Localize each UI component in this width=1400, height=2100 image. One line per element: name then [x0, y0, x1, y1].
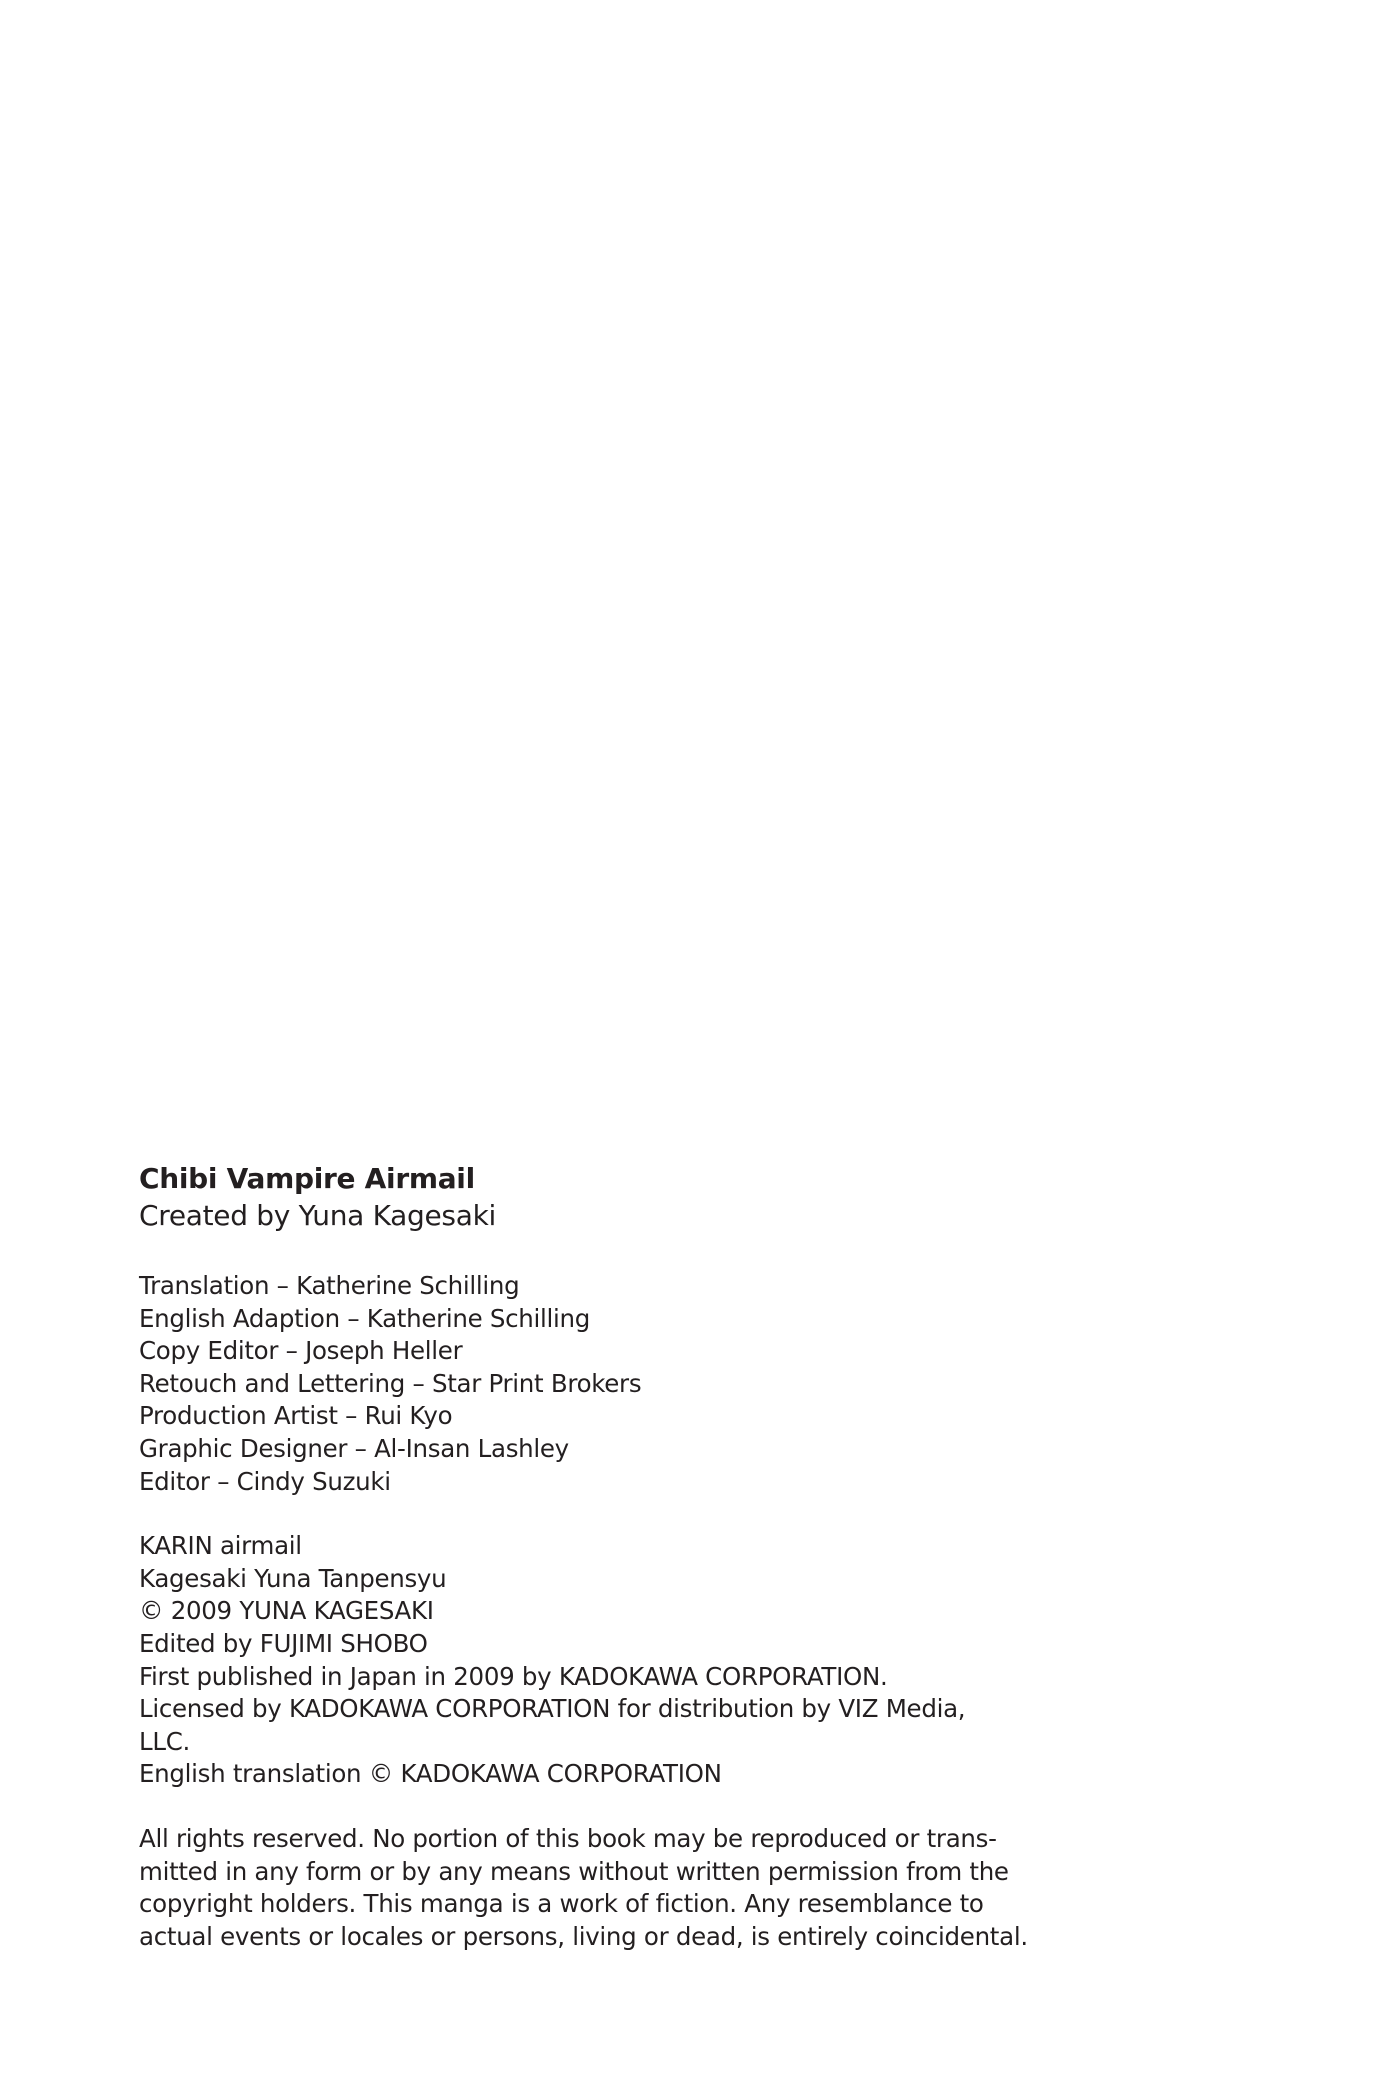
- publication-line: LLC.: [139, 1726, 190, 1756]
- credit-line: Copy Editor – Joseph Heller: [139, 1336, 463, 1366]
- title-block: [139, 1160, 1139, 1234]
- book-title: Chibi Vampire Airmail: [139, 1162, 475, 1195]
- publication-line: © 2009 YUNA KAGESAKI: [139, 1596, 434, 1626]
- colophon: [139, 1160, 1139, 1985]
- credit-line: English Adaption – Katherine Schilling: [139, 1303, 591, 1333]
- publication-line: English translation © KADOKAWA CORPORATION: [139, 1759, 722, 1789]
- rights-line: actual events or locales or persons, living or dead, is entirely coincidental.: [139, 1921, 1028, 1951]
- credit-line: Editor – Cindy Suzuki: [139, 1466, 391, 1496]
- rights-line: All rights reserved. No portion of this book may be reproduced or trans-: [139, 1823, 997, 1853]
- publication-line: KARIN airmail: [139, 1531, 302, 1561]
- credit-line: Graphic Designer – Al-Insan Lashley: [139, 1433, 569, 1463]
- publication-line: Licensed by KADOKAWA CORPORATION for distribution by VIZ Media,: [139, 1694, 966, 1724]
- rights-line: copyright holders. This manga is a work of fiction. Any resemblance to: [139, 1889, 984, 1919]
- rights-line: mitted in any form or by any means without written permission from the: [139, 1856, 1009, 1886]
- credit-line: Translation – Katherine Schilling: [139, 1271, 520, 1300]
- creator-line: Created by Yuna Kagesaki: [139, 1199, 496, 1232]
- credits-section: [139, 1270, 1139, 1498]
- credit-line: Retouch and Lettering – Star Print Brokers: [139, 1368, 642, 1398]
- publication-line: Kagesaki Yuna Tanpensyu: [139, 1563, 447, 1593]
- credit-line: Production Artist – Rui Kyo: [139, 1401, 453, 1431]
- publication-line: First published in Japan in 2009 by KADOKAWA CORPORATION.: [139, 1661, 888, 1691]
- rights-section: [139, 1823, 1139, 1953]
- publication-section: [139, 1530, 1139, 1791]
- publication-line: Edited by FUJIMI SHOBO: [139, 1628, 428, 1658]
